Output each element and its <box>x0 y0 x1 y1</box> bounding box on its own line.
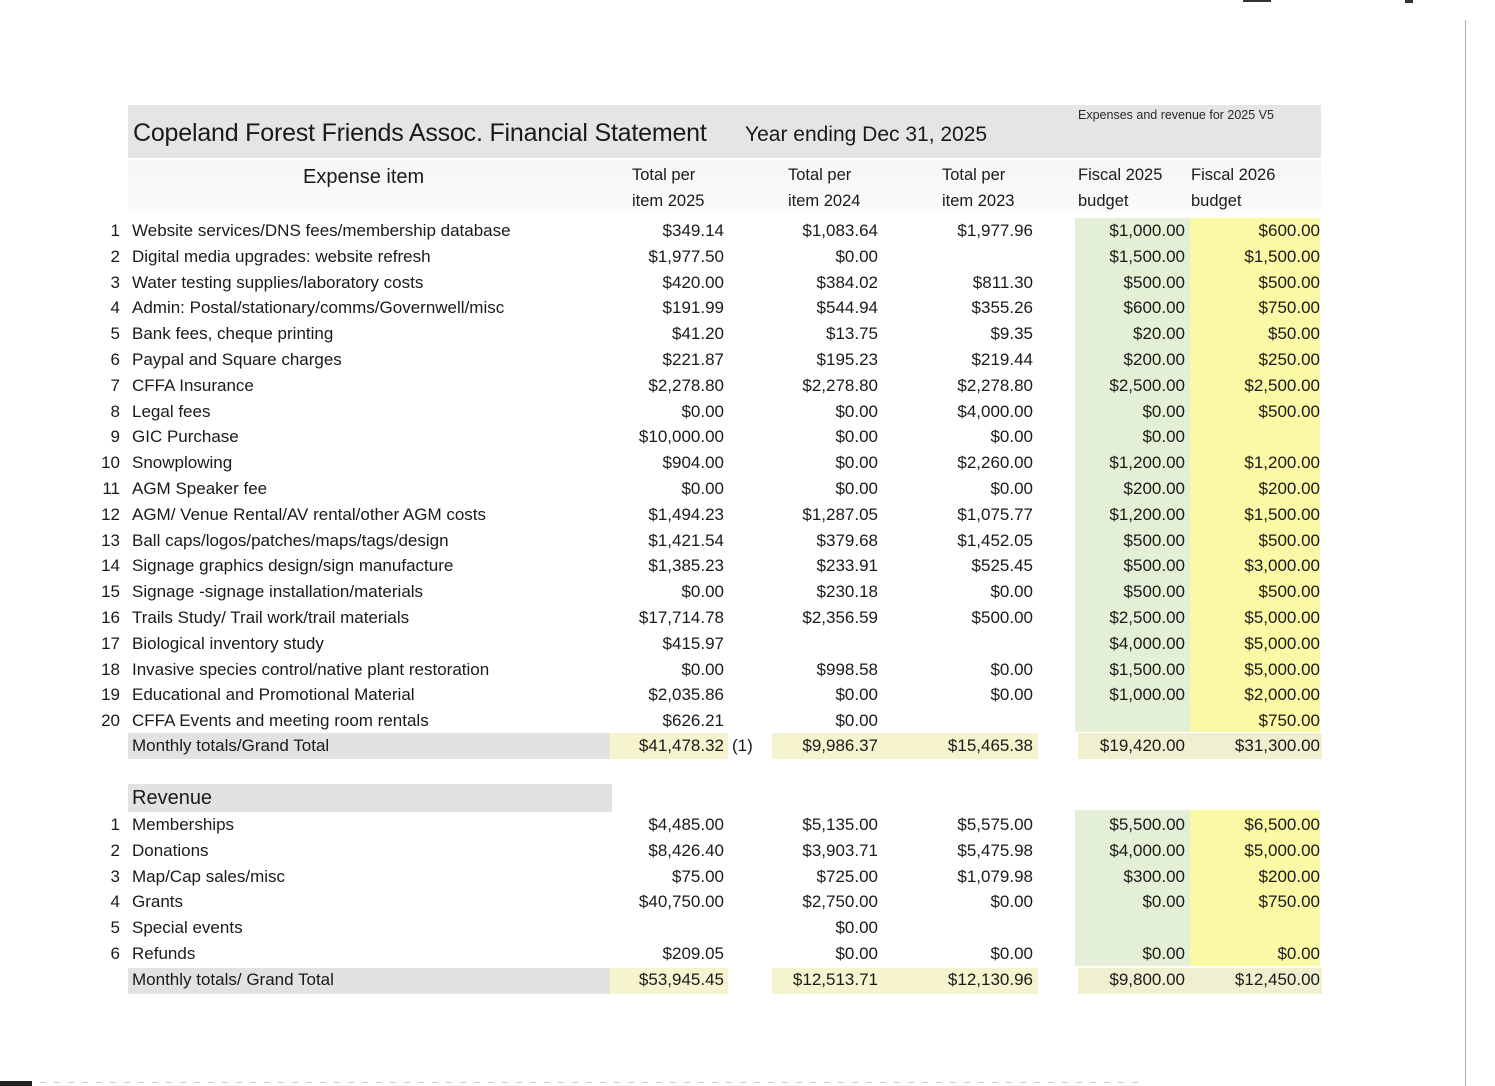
total-2023: $12,130.96 <box>947 970 1033 989</box>
revenue-row <box>0 941 1400 967</box>
value-budget-2025: $1,500.00 <box>1109 246 1185 266</box>
value-total-2023: $1,452.05 <box>957 530 1033 550</box>
header-line: item 2024 <box>788 192 861 210</box>
total-budget-2025: $9,800.00 <box>1109 970 1185 989</box>
row-label: CFFA Events and meeting room rentals <box>132 711 429 731</box>
value-total-2025: $40,750.00 <box>638 892 724 912</box>
value-total-2025: $1,977.50 <box>648 246 724 266</box>
row-label: Refunds <box>132 944 196 963</box>
value-budget-2025: $1,500.00 <box>1109 659 1185 679</box>
value-budget-2026: $5,000.00 <box>1244 840 1320 860</box>
column-header-total-2024 <box>788 162 860 214</box>
expense-row <box>0 657 1400 683</box>
value-total-2023: $0.00 <box>990 685 1033 705</box>
value-total-2023: $0.00 <box>990 659 1033 679</box>
scan-noise <box>40 1082 1140 1083</box>
row-label: Snowplowing <box>132 453 233 473</box>
header-line: budget <box>1078 192 1129 210</box>
value-total-2023: $0.00 <box>990 427 1033 447</box>
value-total-2024: $5,135.00 <box>802 815 878 834</box>
value-total-2024: $0.00 <box>835 401 878 421</box>
value-total-2024: $0.00 <box>835 427 878 447</box>
value-budget-2025: $0.00 <box>1142 892 1185 912</box>
header-line: item 2025 <box>632 192 705 210</box>
expense-row <box>0 605 1400 631</box>
value-total-2024: $1,083.64 <box>802 221 878 240</box>
value-total-2025: $0.00 <box>681 582 724 602</box>
value-budget-2025: $2,500.00 <box>1109 608 1185 627</box>
scan-mark <box>1243 0 1271 2</box>
revenue-row <box>0 889 1400 915</box>
value-budget-2025: $1,000.00 <box>1109 221 1185 240</box>
row-label: Educational and Promotional Material <box>132 685 415 705</box>
value-budget-2026: $2,500.00 <box>1244 375 1320 395</box>
row-label: GIC Purchase <box>132 427 239 447</box>
row-number: 13 <box>101 530 120 550</box>
row-number: 4 <box>110 298 120 318</box>
expense-row <box>0 631 1400 657</box>
version-note: Expenses and revenue for 2025 V5 <box>1078 108 1274 122</box>
value-total-2025: $4,485.00 <box>648 815 724 834</box>
row-label: Paypal and Square charges <box>132 350 342 369</box>
row-number: 16 <box>101 608 120 627</box>
header-line: budget <box>1191 192 1242 210</box>
value-budget-2026: $6,500.00 <box>1244 815 1320 834</box>
row-label: Water testing supplies/laboratory costs <box>132 272 424 292</box>
expense-row <box>0 295 1400 321</box>
scan-mark <box>0 1081 32 1086</box>
document-title: Copeland Forest Friends Assoc. Financial Statement <box>133 119 707 147</box>
value-budget-2026: $5,000.00 <box>1244 659 1320 679</box>
row-number: 1 <box>110 815 120 834</box>
value-budget-2025: $200.00 <box>1123 350 1185 369</box>
expense-total-row <box>0 733 1400 759</box>
value-total-2023: $500.00 <box>971 608 1033 627</box>
row-number: 6 <box>110 350 120 369</box>
value-total-2024: $384.02 <box>816 272 878 292</box>
row-label: Memberships <box>132 815 235 834</box>
value-total-2025: $221.87 <box>662 350 724 369</box>
value-budget-2026: $5,000.00 <box>1244 608 1320 627</box>
footnote-marker: (1) <box>732 736 753 755</box>
value-total-2025: $75.00 <box>672 866 724 886</box>
value-budget-2026: $500.00 <box>1258 401 1320 421</box>
expense-row <box>0 270 1400 296</box>
row-label: Special events <box>132 918 243 938</box>
value-budget-2026: $500.00 <box>1258 272 1320 292</box>
value-total-2023: $0.00 <box>990 944 1033 963</box>
row-number: 3 <box>110 272 120 292</box>
total-2024: $12,513.71 <box>792 970 878 989</box>
expense-row <box>0 399 1400 425</box>
value-budget-2026: $200.00 <box>1258 866 1320 886</box>
value-budget-2025: $600.00 <box>1123 298 1185 318</box>
row-number: 17 <box>101 633 120 653</box>
value-total-2024: $725.00 <box>816 866 878 886</box>
row-number: 11 <box>102 479 120 498</box>
value-budget-2025: $2,500.00 <box>1109 375 1185 395</box>
expense-row <box>0 218 1400 244</box>
column-header-budget-2025 <box>1078 162 1162 214</box>
value-total-2024: $2,278.80 <box>802 375 878 395</box>
revenue-row <box>0 812 1400 838</box>
total-2024: $9,986.37 <box>802 736 878 755</box>
expense-row <box>0 528 1400 554</box>
value-budget-2026: $5,000.00 <box>1244 633 1320 653</box>
value-budget-2025: $4,000.00 <box>1109 633 1185 653</box>
value-total-2024: $0.00 <box>835 944 878 963</box>
value-total-2024: $998.58 <box>816 659 878 679</box>
value-total-2025: $626.21 <box>662 711 724 731</box>
row-number: 18 <box>101 659 120 679</box>
value-budget-2026: $750.00 <box>1258 298 1320 318</box>
value-budget-2025: $20.00 <box>1133 324 1185 344</box>
row-label: Signage -signage installation/materials <box>132 582 424 602</box>
row-label: Digital media upgrades: website refresh <box>132 246 431 266</box>
expense-row <box>0 553 1400 579</box>
row-label: Website services/DNS fees/membership database <box>132 221 511 240</box>
row-number: 2 <box>110 246 120 266</box>
row-label: AGM/ Venue Rental/AV rental/other AGM costs <box>132 504 487 524</box>
value-budget-2025: $500.00 <box>1123 530 1185 550</box>
value-total-2024: $0.00 <box>835 685 878 705</box>
revenue-total-row <box>0 967 1400 993</box>
value-budget-2026: $1,200.00 <box>1244 453 1320 473</box>
expense-row <box>0 708 1400 734</box>
revenue-row <box>0 915 1400 941</box>
value-total-2025: $17,714.78 <box>638 608 724 627</box>
expense-row <box>0 450 1400 476</box>
value-budget-2026: $500.00 <box>1258 530 1320 550</box>
value-total-2023: $0.00 <box>990 479 1033 498</box>
row-number: 3 <box>110 866 120 886</box>
expense-row <box>0 579 1400 605</box>
row-label: Donations <box>132 840 209 860</box>
row-label: AGM Speaker fee <box>132 479 268 498</box>
row-number: 20 <box>101 711 120 731</box>
value-total-2024: $1,287.05 <box>802 504 878 524</box>
value-budget-2026: $2,000.00 <box>1244 685 1320 705</box>
value-budget-2026: $750.00 <box>1258 892 1320 912</box>
value-budget-2025: $0.00 <box>1142 944 1185 963</box>
value-total-2024: $13.75 <box>826 324 878 344</box>
value-total-2025: $2,278.80 <box>648 375 724 395</box>
row-number: 8 <box>110 401 120 421</box>
value-total-2025: $1,421.54 <box>648 530 724 550</box>
total-label: Monthly totals/ Grand Total <box>132 970 334 989</box>
expense-row <box>0 476 1400 502</box>
value-total-2025: $209.05 <box>662 944 724 963</box>
value-total-2025: $415.97 <box>662 633 724 653</box>
value-total-2023: $525.45 <box>971 556 1033 576</box>
value-total-2023: $1,977.96 <box>957 221 1033 240</box>
row-number: 5 <box>110 918 120 938</box>
row-number: 6 <box>110 944 120 963</box>
value-total-2023: $9.35 <box>990 324 1033 344</box>
row-number: 9 <box>110 427 120 447</box>
expense-row <box>0 321 1400 347</box>
value-total-2023: $4,000.00 <box>957 401 1033 421</box>
value-total-2025: $0.00 <box>681 401 724 421</box>
value-total-2024: $233.91 <box>816 556 878 576</box>
row-label: CFFA Insurance <box>132 375 254 395</box>
value-total-2025: $1,385.23 <box>648 556 724 576</box>
header-line: Total per <box>788 166 852 184</box>
header-line: Total per <box>942 166 1006 184</box>
value-budget-2025: $5,500.00 <box>1109 815 1185 834</box>
value-total-2023: $355.26 <box>971 298 1033 318</box>
row-label: Signage graphics design/sign manufacture <box>132 556 454 576</box>
value-budget-2025: $500.00 <box>1123 272 1185 292</box>
value-total-2025: $349.14 <box>662 221 724 240</box>
value-total-2023: $0.00 <box>990 582 1033 602</box>
value-total-2025: $2,035.86 <box>648 685 724 705</box>
value-budget-2026: $1,500.00 <box>1244 504 1320 524</box>
row-label: Invasive species control/native plant restoration <box>132 659 490 679</box>
value-total-2024: $2,356.59 <box>802 608 878 627</box>
value-total-2025: $0.00 <box>681 479 724 498</box>
expense-row <box>0 347 1400 373</box>
row-number: 4 <box>110 892 120 912</box>
expense-row <box>0 682 1400 708</box>
total-2025: $53,945.45 <box>638 970 724 989</box>
row-label: Biological inventory study <box>132 633 324 653</box>
header-line: Fiscal 2025 <box>1078 166 1163 184</box>
value-total-2024: $230.18 <box>816 582 878 602</box>
value-total-2023: $2,278.80 <box>957 375 1033 395</box>
value-total-2025: $10,000.00 <box>638 427 724 447</box>
column-header-item: Expense item <box>303 166 425 188</box>
value-total-2025: $41.20 <box>672 324 724 344</box>
value-budget-2025: $4,000.00 <box>1109 840 1185 860</box>
total-2025: $41,478.32 <box>638 736 724 755</box>
row-number: 7 <box>110 375 120 395</box>
header-line: Total per <box>632 166 696 184</box>
value-budget-2026: $750.00 <box>1258 711 1320 731</box>
header-line: Fiscal 2026 <box>1191 166 1276 184</box>
value-total-2024: $3,903.71 <box>802 840 878 860</box>
value-budget-2025: $200.00 <box>1123 479 1185 498</box>
expense-row <box>0 373 1400 399</box>
value-budget-2026: $50.00 <box>1268 324 1320 344</box>
value-total-2024: $0.00 <box>835 918 878 938</box>
value-total-2024: $379.68 <box>816 530 878 550</box>
row-number: 1 <box>110 221 120 240</box>
row-number: 15 <box>101 582 120 602</box>
value-total-2023: $0.00 <box>990 892 1033 912</box>
value-total-2025: $0.00 <box>681 659 724 679</box>
value-total-2024: $0.00 <box>835 453 878 473</box>
value-budget-2026: $500.00 <box>1258 582 1320 602</box>
value-budget-2026: $3,000.00 <box>1244 556 1320 576</box>
value-total-2023: $1,079.98 <box>957 866 1033 886</box>
header-line: item 2023 <box>942 192 1015 210</box>
value-budget-2025: $1,200.00 <box>1109 504 1185 524</box>
row-label: Bank fees, cheque printing <box>132 324 334 344</box>
value-budget-2025: $0.00 <box>1142 427 1185 447</box>
total-budget-2026: $12,450.00 <box>1234 970 1320 989</box>
value-budget-2026: $200.00 <box>1258 479 1320 498</box>
value-total-2023: $219.44 <box>971 350 1033 369</box>
row-label: Grants <box>132 892 184 912</box>
value-total-2025: $8,426.40 <box>648 840 724 860</box>
column-header-total-2023 <box>942 162 1014 214</box>
row-number: 19 <box>101 685 120 705</box>
page-edge-line <box>1465 20 1466 1086</box>
row-number: 14 <box>101 556 120 576</box>
row-number: 5 <box>110 324 120 344</box>
value-total-2025: $420.00 <box>662 272 724 292</box>
row-label: Trails Study/ Trail work/trail materials <box>132 608 410 627</box>
value-budget-2026: $1,500.00 <box>1244 246 1320 266</box>
value-budget-2026: $250.00 <box>1258 350 1320 369</box>
value-total-2023: $811.30 <box>972 272 1033 292</box>
expense-row <box>0 244 1400 270</box>
value-budget-2025: $300.00 <box>1123 866 1185 886</box>
revenue-row <box>0 864 1400 890</box>
value-budget-2025: $500.00 <box>1123 556 1185 576</box>
value-total-2024: $0.00 <box>835 479 878 498</box>
row-number: 10 <box>101 453 120 473</box>
value-total-2024: $195.23 <box>816 350 878 369</box>
value-budget-2026: $600.00 <box>1258 221 1320 240</box>
row-number: 2 <box>110 840 120 860</box>
expense-row <box>0 424 1400 450</box>
value-budget-2026: $0.00 <box>1277 944 1320 963</box>
value-total-2025: $191.99 <box>662 298 724 318</box>
revenue-heading: Revenue <box>132 787 213 809</box>
document-subtitle: Year ending Dec 31, 2025 <box>745 123 988 146</box>
value-total-2024: $544.94 <box>816 298 878 318</box>
row-label: Admin: Postal/stationary/comms/Governwell/misc <box>132 298 505 318</box>
value-total-2025: $904.00 <box>662 453 724 473</box>
value-total-2025: $1,494.23 <box>648 504 724 524</box>
row-number: 12 <box>101 504 120 524</box>
expense-row <box>0 502 1400 528</box>
total-label: Monthly totals/Grand Total <box>132 736 330 755</box>
value-total-2023: $5,475.98 <box>957 840 1033 860</box>
scan-mark <box>1405 0 1413 3</box>
value-total-2024: $0.00 <box>835 246 878 266</box>
total-2023: $15,465.38 <box>947 736 1033 755</box>
row-label: Map/Cap sales/misc <box>132 866 286 886</box>
row-label: Ball caps/logos/patches/maps/tags/design <box>132 530 449 550</box>
value-total-2023: $1,075.77 <box>957 504 1033 524</box>
value-budget-2025: $1,000.00 <box>1109 685 1185 705</box>
revenue-row <box>0 838 1400 864</box>
total-budget-2025: $19,420.00 <box>1099 736 1185 755</box>
value-total-2023: $2,260.00 <box>957 453 1033 473</box>
value-total-2023: $5,575.00 <box>957 815 1033 834</box>
column-header-total-2025 <box>632 162 704 214</box>
value-total-2024: $2,750.00 <box>802 892 878 912</box>
row-label: Legal fees <box>132 401 211 421</box>
column-header-budget-2026 <box>1191 162 1275 214</box>
value-budget-2025: $500.00 <box>1123 582 1185 602</box>
value-total-2024: $0.00 <box>835 711 878 731</box>
total-budget-2026: $31,300.00 <box>1234 736 1320 755</box>
value-budget-2025: $1,200.00 <box>1109 453 1185 473</box>
value-budget-2025: $0.00 <box>1142 401 1185 421</box>
